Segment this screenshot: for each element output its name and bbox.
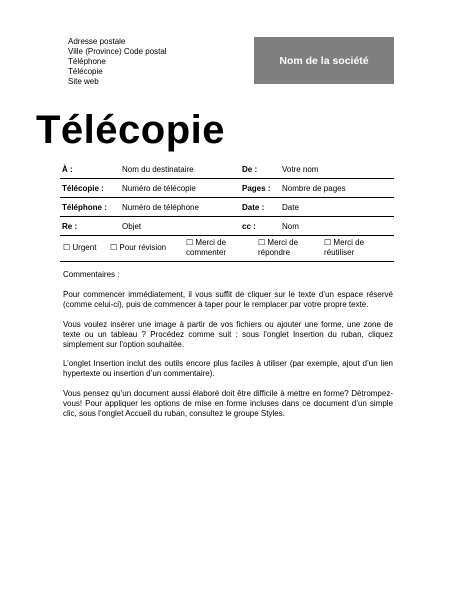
checkbox-label: Pour révision bbox=[119, 243, 167, 252]
checkbox-row bbox=[60, 237, 394, 262]
phone-label: Téléphone : bbox=[62, 203, 107, 212]
re-label: Re : bbox=[62, 222, 78, 231]
checkbox-icon[interactable]: ☐ bbox=[186, 238, 194, 247]
body-paragraph: Pour commencer immédiatement, il vous suffit de cliquer sur le texte d’un espace réservé (comme celui-ci), puis de commencer à taper pour le remplacer par votre propre texte. bbox=[63, 290, 393, 310]
comments-label: Commentaires : bbox=[63, 270, 120, 279]
checkbox-comment[interactable] bbox=[186, 238, 226, 258]
fax-label: Télécopie : bbox=[62, 184, 104, 193]
body-paragraph: Vous voulez insérer une image à partir de vos fichiers ou ajouter une forme, une zone de texte ou un tableau ? Procédez comme suit : sous l’onglet Insertion du ruban, cliquez simplement sur l’option souhaitée. bbox=[63, 319, 393, 350]
field-row-re-cc bbox=[60, 217, 394, 236]
to-label: À : bbox=[62, 165, 73, 174]
company-name: Nom de la société bbox=[279, 54, 369, 67]
checkbox-label: Merci de bbox=[333, 238, 365, 247]
cc-value: Nom bbox=[282, 222, 299, 231]
website-line: Site web bbox=[68, 77, 99, 86]
fax-header-fields bbox=[60, 160, 394, 236]
checkbox-icon[interactable]: ☐ bbox=[110, 243, 118, 252]
checkbox-label: Merci de bbox=[267, 238, 299, 247]
date-label: Date : bbox=[242, 203, 265, 212]
checkbox-label-line2: répondre bbox=[258, 248, 291, 257]
pages-label: Pages : bbox=[242, 184, 271, 193]
checkbox-label-line2: commenter bbox=[186, 248, 227, 257]
checkbox-review[interactable] bbox=[110, 243, 166, 253]
from-value: Votre nom bbox=[282, 165, 319, 174]
checkbox-icon[interactable]: ☐ bbox=[258, 238, 266, 247]
checkbox-urgent[interactable] bbox=[63, 243, 96, 253]
cc-label: cc : bbox=[242, 222, 256, 231]
date-value: Date bbox=[282, 203, 299, 212]
sender-address bbox=[68, 37, 167, 87]
checkbox-icon[interactable]: ☐ bbox=[324, 238, 332, 247]
phone-line: Téléphone bbox=[68, 57, 106, 66]
company-name-block bbox=[254, 37, 394, 84]
fax-value: Numéro de télécopie bbox=[122, 184, 196, 193]
phone-value: Numéro de téléphone bbox=[122, 203, 199, 212]
body-paragraph: L’onglet Insertion inclut des outils encore plus faciles à utiliser (par exemple, ajout d’un lien hypertexte ou insertion d’un commentaire). bbox=[63, 359, 393, 379]
checkbox-label: Merci de bbox=[195, 238, 227, 247]
field-row-fax-pages bbox=[60, 179, 394, 198]
to-value: Nom du destinataire bbox=[122, 165, 194, 174]
city-line: Ville (Province) Code postal bbox=[68, 47, 167, 56]
checkbox-label: Urgent bbox=[72, 243, 97, 252]
checkbox-recycle[interactable] bbox=[324, 238, 364, 258]
field-row-to-from bbox=[60, 160, 394, 179]
checkbox-icon[interactable]: ☐ bbox=[63, 243, 71, 252]
fax-line: Télécopie bbox=[68, 67, 103, 76]
field-row-phone-date bbox=[60, 198, 394, 217]
checkbox-label-line2: réutiliser bbox=[324, 248, 355, 257]
from-label: De : bbox=[242, 165, 258, 174]
re-value: Objet bbox=[122, 222, 142, 231]
body-paragraph: Vous pensez qu’un document aussi élaboré doit être difficile à mettre en forme? Détrompez-vous! Pour appliquer les options de mise en forme incluses dans ce document d’un simple clic, sous l’onglet Accueil du ruban, consultez le groupe Styles. bbox=[63, 388, 393, 419]
message-body bbox=[63, 270, 393, 428]
checkbox-reply[interactable] bbox=[258, 238, 298, 258]
address-line: Adresse postale bbox=[68, 37, 126, 46]
pages-value: Nombre de pages bbox=[282, 184, 346, 193]
page-title: Télécopie bbox=[36, 108, 226, 152]
